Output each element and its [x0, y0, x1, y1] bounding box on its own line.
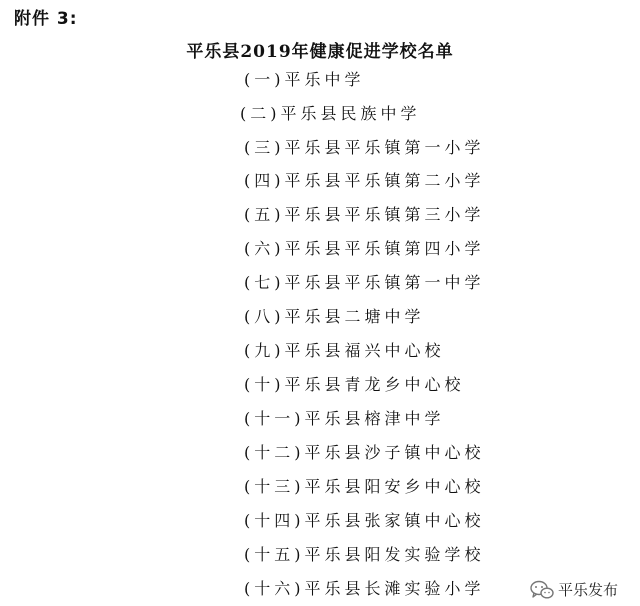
list-item: (十六)平乐县长滩实验小学: [244, 579, 485, 598]
list-item: (十)平乐县青龙乡中心校: [244, 375, 465, 394]
list-item: (九)平乐县福兴中心校: [244, 341, 445, 360]
list-item: (五)平乐县平乐镇第三小学: [244, 205, 485, 224]
list-item: (六)平乐县平乐镇第四小学: [244, 239, 485, 258]
list-item: (一)平乐中学: [244, 70, 365, 89]
list-item: (四)平乐县平乐镇第二小学: [244, 171, 485, 190]
list-item: (十二)平乐县沙子镇中心校: [244, 443, 485, 462]
watermark: [530, 579, 618, 600]
list-item: (七)平乐县平乐镇第一中学: [244, 273, 485, 292]
wechat-icon: [530, 580, 554, 600]
attachment-label: 附件 3:: [14, 9, 78, 29]
list-item: (二)平乐县民族中学: [240, 104, 421, 123]
list-item: (十三)平乐县阳安乡中心校: [244, 477, 485, 496]
list-item: (十四)平乐县张家镇中心校: [244, 511, 485, 530]
list-item: (十五)平乐县阳发实验学校: [244, 545, 485, 564]
list-item: (三)平乐县平乐镇第一小学: [244, 138, 485, 157]
list-item: (十一)平乐县榕津中学: [244, 409, 445, 428]
watermark-text: 平乐发布: [557, 581, 618, 599]
list-item: (八)平乐县二塘中学: [244, 307, 425, 326]
document-title: 平乐县2019年健康促进学校名单: [186, 42, 454, 62]
